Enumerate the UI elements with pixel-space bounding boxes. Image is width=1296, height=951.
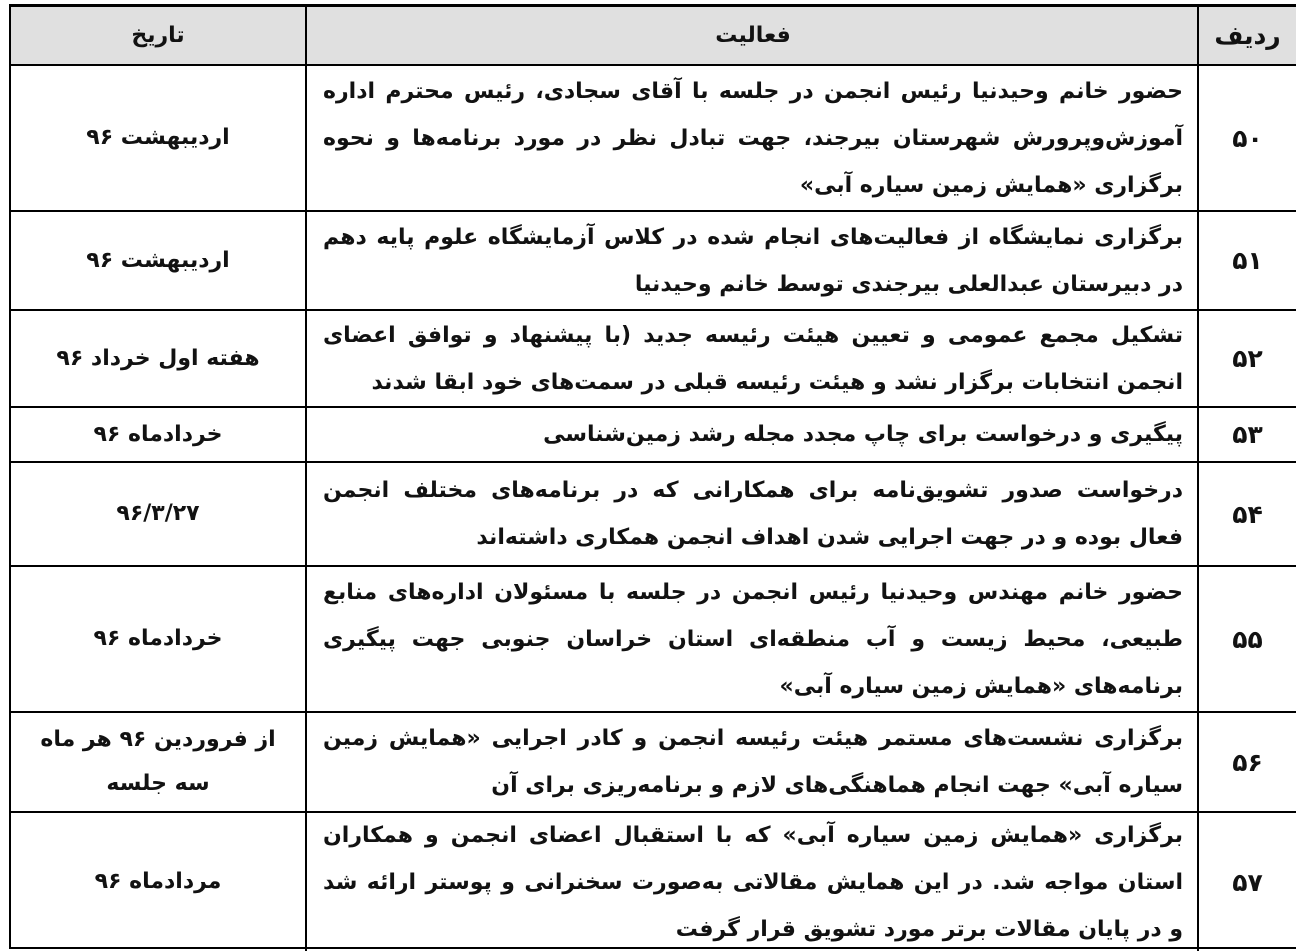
row-number-cell: ۵۴ xyxy=(1232,499,1263,529)
table-row xyxy=(11,711,1296,811)
date-cell: ۹۶/۳/۲۷ xyxy=(116,501,200,526)
activity-text: برگزاری نمایشگاه از فعالیت‌های انجام شده در کلاس آزمایشگاه علوم پایه دهم در دبیرستان عبدالعلی بیرجندی توسط خانم وحیدنیا xyxy=(323,224,1183,297)
date-cell: خردادماه ۹۶ xyxy=(93,421,223,447)
activity-text: برگزاری نشست‌های مستمر هیئت رئیسه انجمن و کادر اجرایی «همایش زمین سیاره آبی» جهت انجام هماهنگی‌های لازم و برنامه‌ریزی برای آن xyxy=(323,726,1183,798)
row-number-cell: ۵۳ xyxy=(1232,420,1263,449)
date-cell: از فروردین ۹۶ هر ماه سه جلسه xyxy=(40,727,276,796)
activity-cell xyxy=(305,66,1199,210)
table-header-row xyxy=(11,7,1296,64)
date-cell: هفته اول خرداد ۹۶ xyxy=(56,345,260,371)
header-row-number: ردیف xyxy=(1214,21,1281,50)
activity-text: حضور خانم مهندس وحیدنیا رئیس انجمن در جلسه با مسئولان اداره‌های منابع طبیعی، محیط زیست و آب منطقه‌ای استان خراسان جنوبی جهت پیگیری برنامه‌های «همایش زمین سیاره آبی» xyxy=(323,579,1183,699)
activity-cell xyxy=(305,463,1199,565)
date-cell: اردیبهشت ۹۶ xyxy=(86,247,230,273)
table-row xyxy=(11,811,1296,951)
date-cell: مردادماه ۹۶ xyxy=(94,869,222,894)
header-activity xyxy=(305,7,1199,64)
activity-text: پیگیری و درخواست برای چاپ مجدد مجله رشد زمین‌شناسی xyxy=(543,422,1183,447)
table-row xyxy=(11,461,1296,565)
row-number-cell: ۵۵ xyxy=(1232,624,1263,654)
row-number-cell: ۵۱ xyxy=(1232,246,1263,275)
header-date: تاریخ xyxy=(131,22,185,48)
activity-cell xyxy=(305,408,1199,461)
row-number-cell: ۵۷ xyxy=(1232,867,1263,897)
row-number-cell: ۵۲ xyxy=(1232,344,1263,373)
activity-text: تشکیل مجمع عمومی و تعیین هیئت رئیسه جدید (با پیشنهاد و توافق اعضای انجمن انتخابات برگزار نشد و هیئت رئیسه قبلی در سمت‌های خود ابقا شدند xyxy=(323,322,1183,395)
activity-text: درخواست صدور تشویق‌نامه برای همکارانی که در برنامه‌های مختلف انجمن فعال بوده و در جهت اجرایی شدن اهداف انجمن همکاری داشته‌اند xyxy=(323,478,1183,550)
table-row xyxy=(11,406,1296,461)
activities-table xyxy=(9,4,1296,949)
activity-text: حضور خانم وحیدنیا رئیس انجمن در جلسه با آقای سجادی، رئیس محترم اداره آموزش‌وپرورش شهرستان بیرجند، جهت تبادل نظر در مورد برنامه‌ها و نحوه برگزاری «همایش زمین سیاره آبی» xyxy=(323,78,1183,198)
table-row xyxy=(11,309,1296,406)
activity-cell xyxy=(305,311,1199,406)
row-number-cell: ۵۰ xyxy=(1232,123,1263,153)
activity-cell xyxy=(305,212,1199,309)
table-row xyxy=(11,64,1296,210)
activity-cell xyxy=(305,813,1199,951)
row-number-cell: ۵۶ xyxy=(1232,747,1263,777)
activity-cell xyxy=(305,567,1199,711)
activity-cell xyxy=(305,713,1199,811)
header-activity-label: فعالیت xyxy=(715,23,791,48)
date-cell: خردادماه ۹۶ xyxy=(93,626,223,651)
table-row xyxy=(11,565,1296,711)
date-cell: اردیبهشت ۹۶ xyxy=(86,125,230,150)
activity-text: برگزاری «همایش زمین سیاره آبی» که با استقبال اعضای انجمن و همکاران استان مواجه شد. در این همایش مقالاتی به‌صورت سخنرانی و پوستر ارائه شد و در پایان مقالات برتر مورد تشویق قرار گرفت xyxy=(323,822,1183,942)
table-row xyxy=(11,210,1296,309)
